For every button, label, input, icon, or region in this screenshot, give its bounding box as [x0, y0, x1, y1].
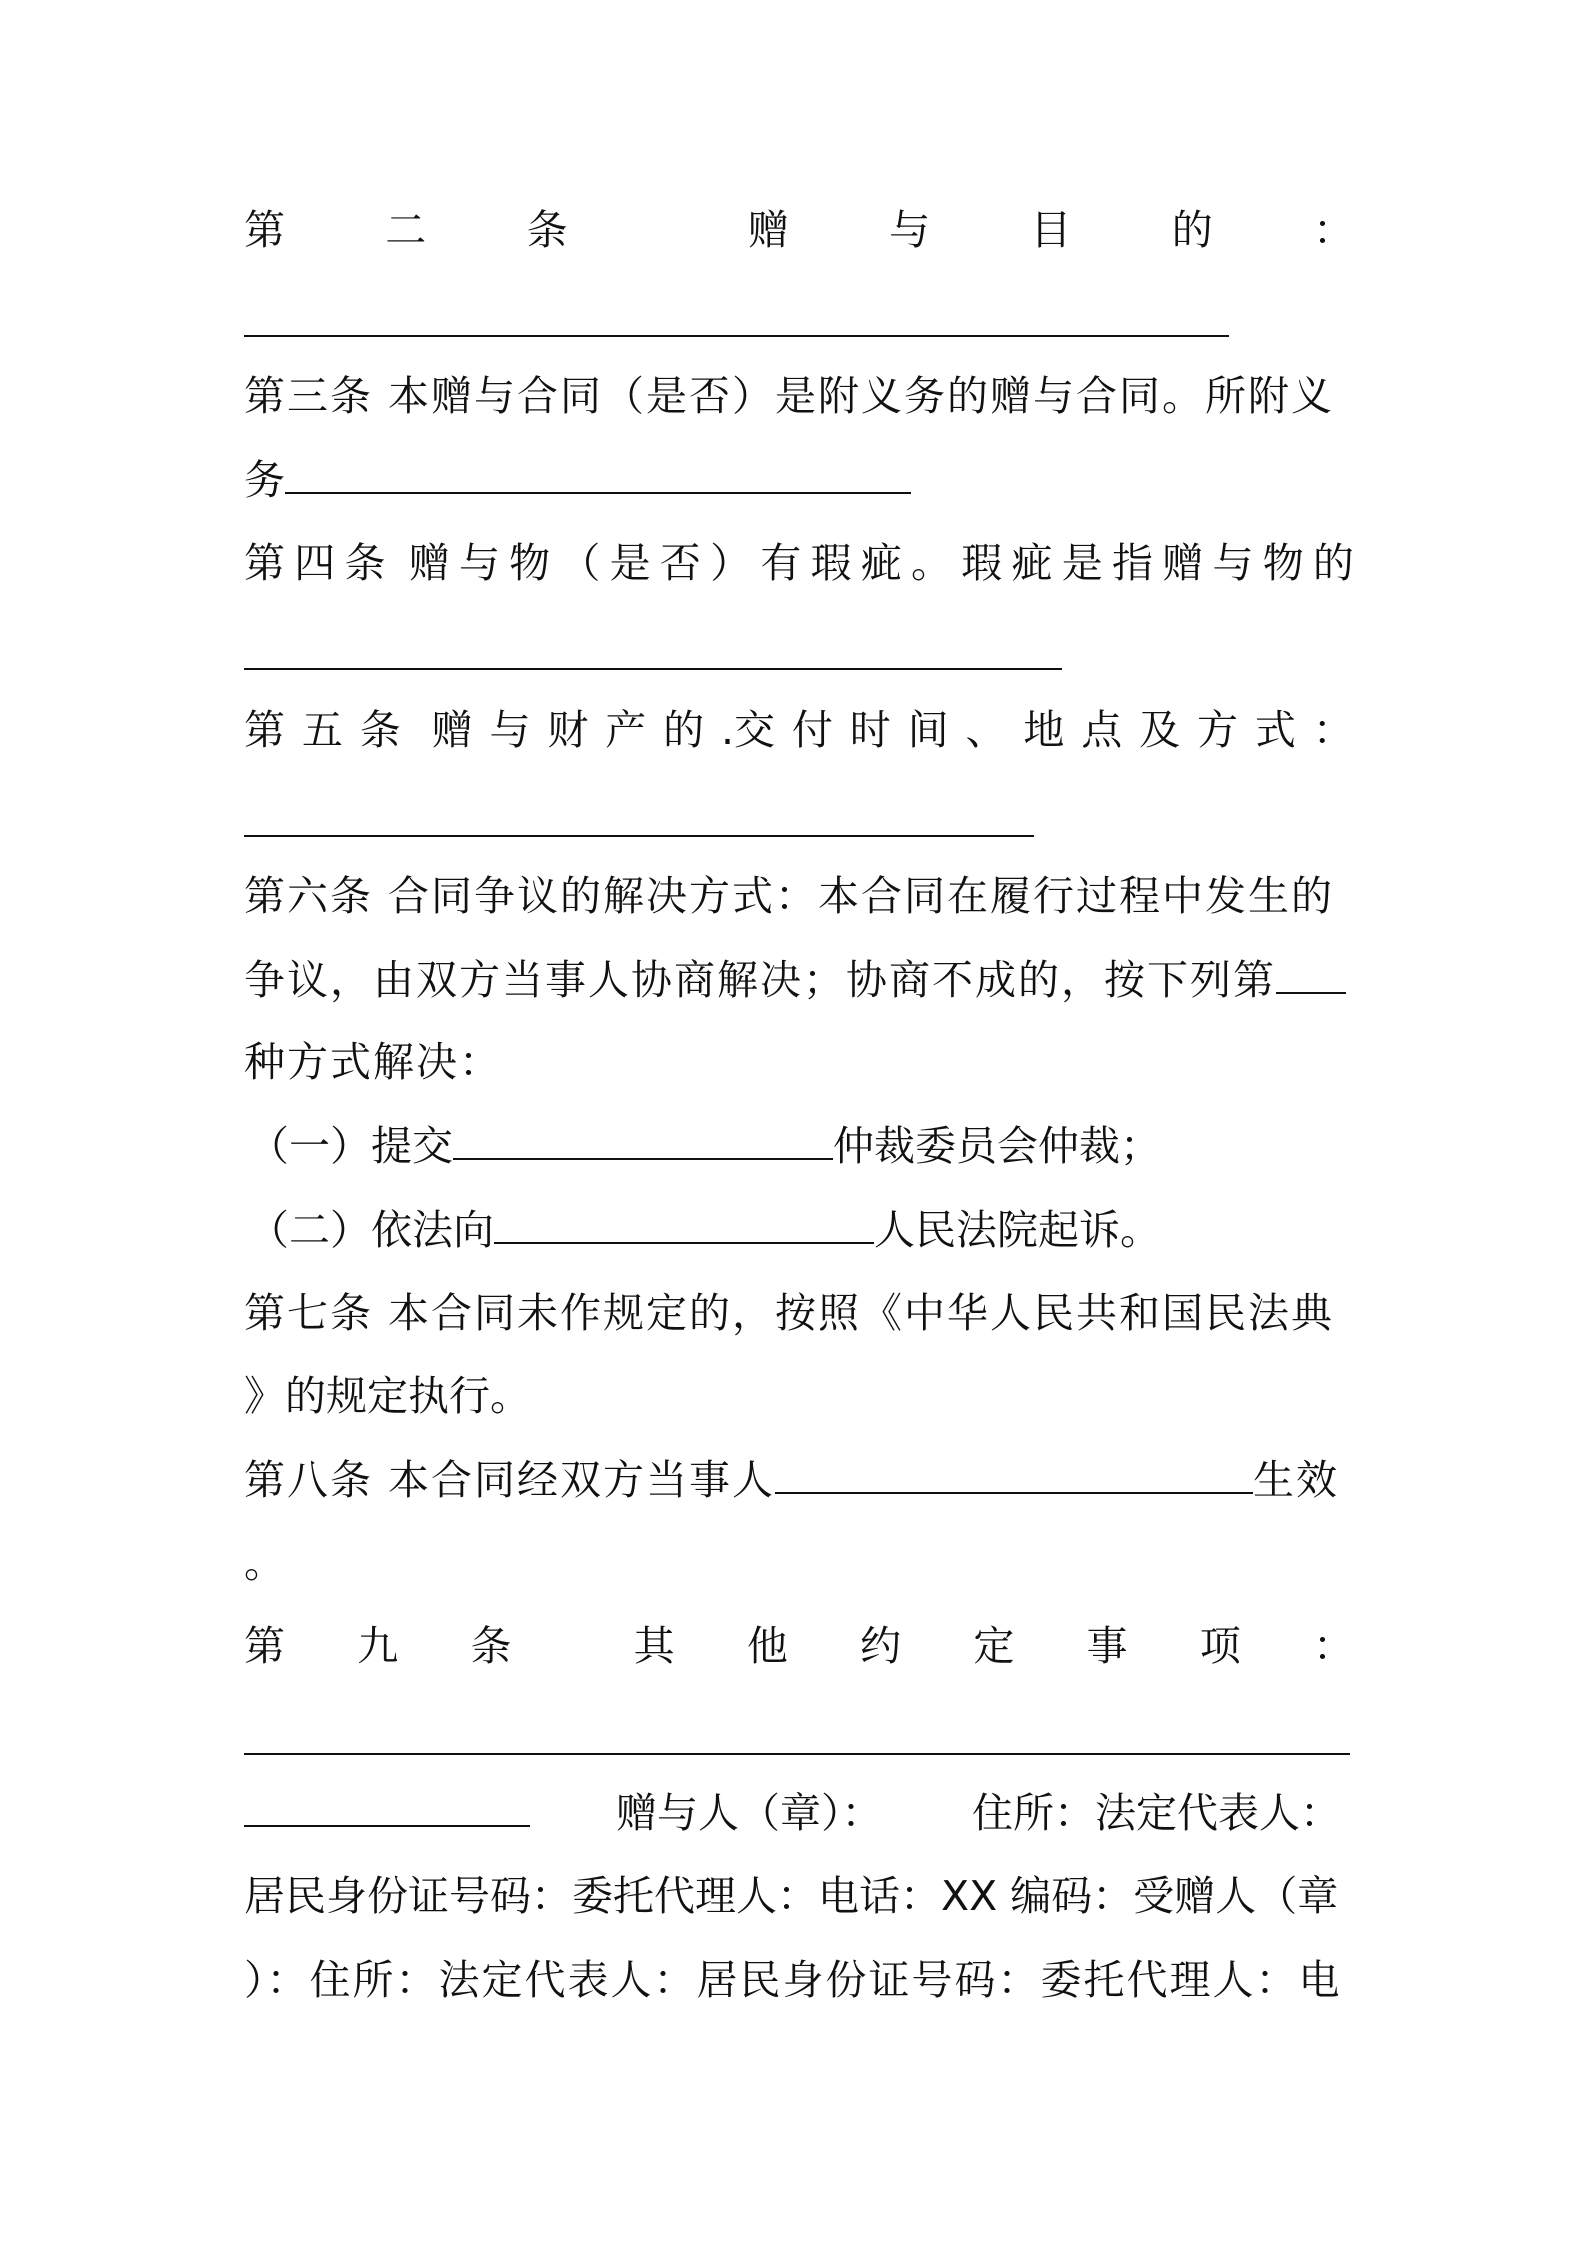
article-4-char: 有 — [760, 539, 802, 587]
article-6-line-3: 种方式解决： — [244, 1038, 502, 1086]
article-2-heading — [244, 202, 1354, 258]
donor-address-label: 住所：法定代表人： — [972, 1789, 1341, 1837]
article-5-char: 时 — [849, 706, 891, 754]
article-5-char: ： — [1312, 706, 1354, 754]
article-9-char: 约 — [860, 1622, 902, 1670]
article-4-char: 是 — [609, 539, 651, 587]
article-5-char: .交 — [721, 706, 776, 754]
article-9-char: 事 — [1086, 1622, 1128, 1670]
article-7-line-1: 第七条 本合同未作规定的，按照《中华人民共和国民法典 — [244, 1289, 1335, 1337]
article-4-blank[interactable] — [244, 668, 1062, 670]
option-2-suffix: 人民法院起诉。 — [874, 1206, 1161, 1254]
article-4-char: 的 — [1312, 539, 1354, 587]
article-4-char: 疵 — [1011, 539, 1053, 587]
article-4-char: 物 — [1262, 539, 1304, 587]
article-4-line — [244, 535, 1354, 591]
article-5-char: 财 — [547, 706, 589, 754]
article-2-char: 第 — [244, 206, 285, 254]
article-4-char: 与 — [1212, 539, 1254, 587]
court-blank[interactable] — [494, 1206, 874, 1244]
article-3-obligation-blank[interactable] — [285, 456, 911, 494]
article-9-char: ： — [1312, 1622, 1354, 1670]
article-5-char: 点 — [1081, 706, 1123, 754]
article-5-char: 及 — [1139, 706, 1181, 754]
donor-label: 赠与人（章）： — [616, 1789, 883, 1837]
article-4-char: 物 — [509, 539, 551, 587]
article-2-char: 的 — [1171, 206, 1213, 254]
signature-line-2: 居民身份证号码：委托代理人：电话：XX 编码：受赠人（章 — [244, 1872, 1339, 1920]
article-5-char: 与 — [489, 706, 531, 754]
article-9-char: 九 — [357, 1622, 399, 1670]
article-5-char: 的 — [663, 706, 705, 754]
article-6-line-2-text: 争议，由双方当事人协商解决；协商不成的，按下列第 — [244, 956, 1276, 1004]
article-9-char: 定 — [973, 1622, 1015, 1670]
article-4-char: 。 — [911, 539, 953, 587]
article-8-line-1 — [244, 1452, 1354, 1508]
article-2-char: 赠 — [747, 206, 789, 254]
article-8-prefix: 第八条 本合同经双方当事人 — [244, 1456, 776, 1504]
article-9-heading — [244, 1618, 1354, 1674]
article-9-blank-2[interactable] — [244, 1789, 530, 1827]
option-1-prefix: （一）提交 — [248, 1122, 453, 1170]
article-5-char: 产 — [605, 706, 647, 754]
article-4-char: 瑕 — [961, 539, 1003, 587]
article-4-char: 第 — [244, 539, 285, 587]
article-9-blank-1[interactable] — [244, 1753, 1350, 1755]
article-2-char: 条 — [526, 206, 568, 254]
article-6-method-blank[interactable] — [1276, 956, 1346, 994]
article-3-line-2 — [244, 452, 1354, 508]
article-4-char: 否 — [659, 539, 701, 587]
article-2-char: 目 — [1030, 206, 1072, 254]
article-6-option-1 — [248, 1118, 1358, 1174]
article-5-char: 五 — [301, 706, 343, 754]
article-5-char: 条 — [359, 706, 401, 754]
article-6-line-1: 第六条 合同争议的解决方式：本合同在履行过程中发生的 — [244, 872, 1335, 920]
article-9-char: 条 — [470, 1622, 512, 1670]
article-5-line — [244, 702, 1354, 758]
article-5-char: 第 — [244, 706, 285, 754]
article-5-char: 付 — [791, 706, 833, 754]
article-6-line-2 — [244, 952, 1354, 1008]
article-2-char: 与 — [889, 206, 931, 254]
article-2-char: 二 — [385, 206, 427, 254]
option-2-prefix: （二）依法向 — [248, 1206, 494, 1254]
article-5-char: 赠 — [431, 706, 473, 754]
article-5-char: 式 — [1254, 706, 1296, 754]
article-4-char: ） — [710, 539, 752, 587]
article-5-char: 地 — [1023, 706, 1065, 754]
article-5-char: 间 — [907, 706, 949, 754]
article-8-suffix: 生效 — [1253, 1456, 1340, 1504]
signature-line-1 — [244, 1785, 1354, 1841]
article-4-char: （ — [559, 539, 601, 587]
article-4-char: 赠 — [1162, 539, 1204, 587]
article-5-char: 、 — [965, 706, 1007, 754]
article-2-char: ： — [1312, 206, 1354, 254]
article-9-char: 第 — [244, 1622, 285, 1670]
article-8-line-2: 。 — [244, 1539, 285, 1587]
article-9-char: 其 — [633, 1622, 675, 1670]
article-4-char: 指 — [1111, 539, 1153, 587]
article-7-line-2: 》的规定执行。 — [244, 1372, 531, 1420]
article-4-char: 四 — [294, 539, 336, 587]
article-3-line-1: 第三条 本赠与合同（是否）是附义务的赠与合同。所附义 — [244, 372, 1335, 420]
article-2-blank[interactable] — [244, 335, 1229, 337]
option-1-suffix: 仲裁委员会仲裁； — [833, 1122, 1161, 1170]
article-5-char: 方 — [1197, 706, 1239, 754]
article-4-char: 瑕 — [810, 539, 852, 587]
article-5-blank[interactable] — [244, 835, 1034, 837]
arbitration-commission-blank[interactable] — [453, 1122, 833, 1160]
article-4-char: 疵 — [860, 539, 902, 587]
article-9-char: 项 — [1199, 1622, 1241, 1670]
article-4-char: 与 — [458, 539, 500, 587]
article-4-char: 条 — [344, 539, 386, 587]
signature-line-3: ）：住所：法定代表人：居民身份证号码：委托代理人：电 — [244, 1956, 1342, 2004]
article-4-char: 赠 — [408, 539, 450, 587]
article-6-option-2 — [248, 1202, 1358, 1258]
article-4-char: 是 — [1061, 539, 1103, 587]
article-3-obligation-label: 务 — [244, 456, 285, 504]
article-9-char: 他 — [746, 1622, 788, 1670]
effective-condition-blank[interactable] — [775, 1456, 1253, 1494]
